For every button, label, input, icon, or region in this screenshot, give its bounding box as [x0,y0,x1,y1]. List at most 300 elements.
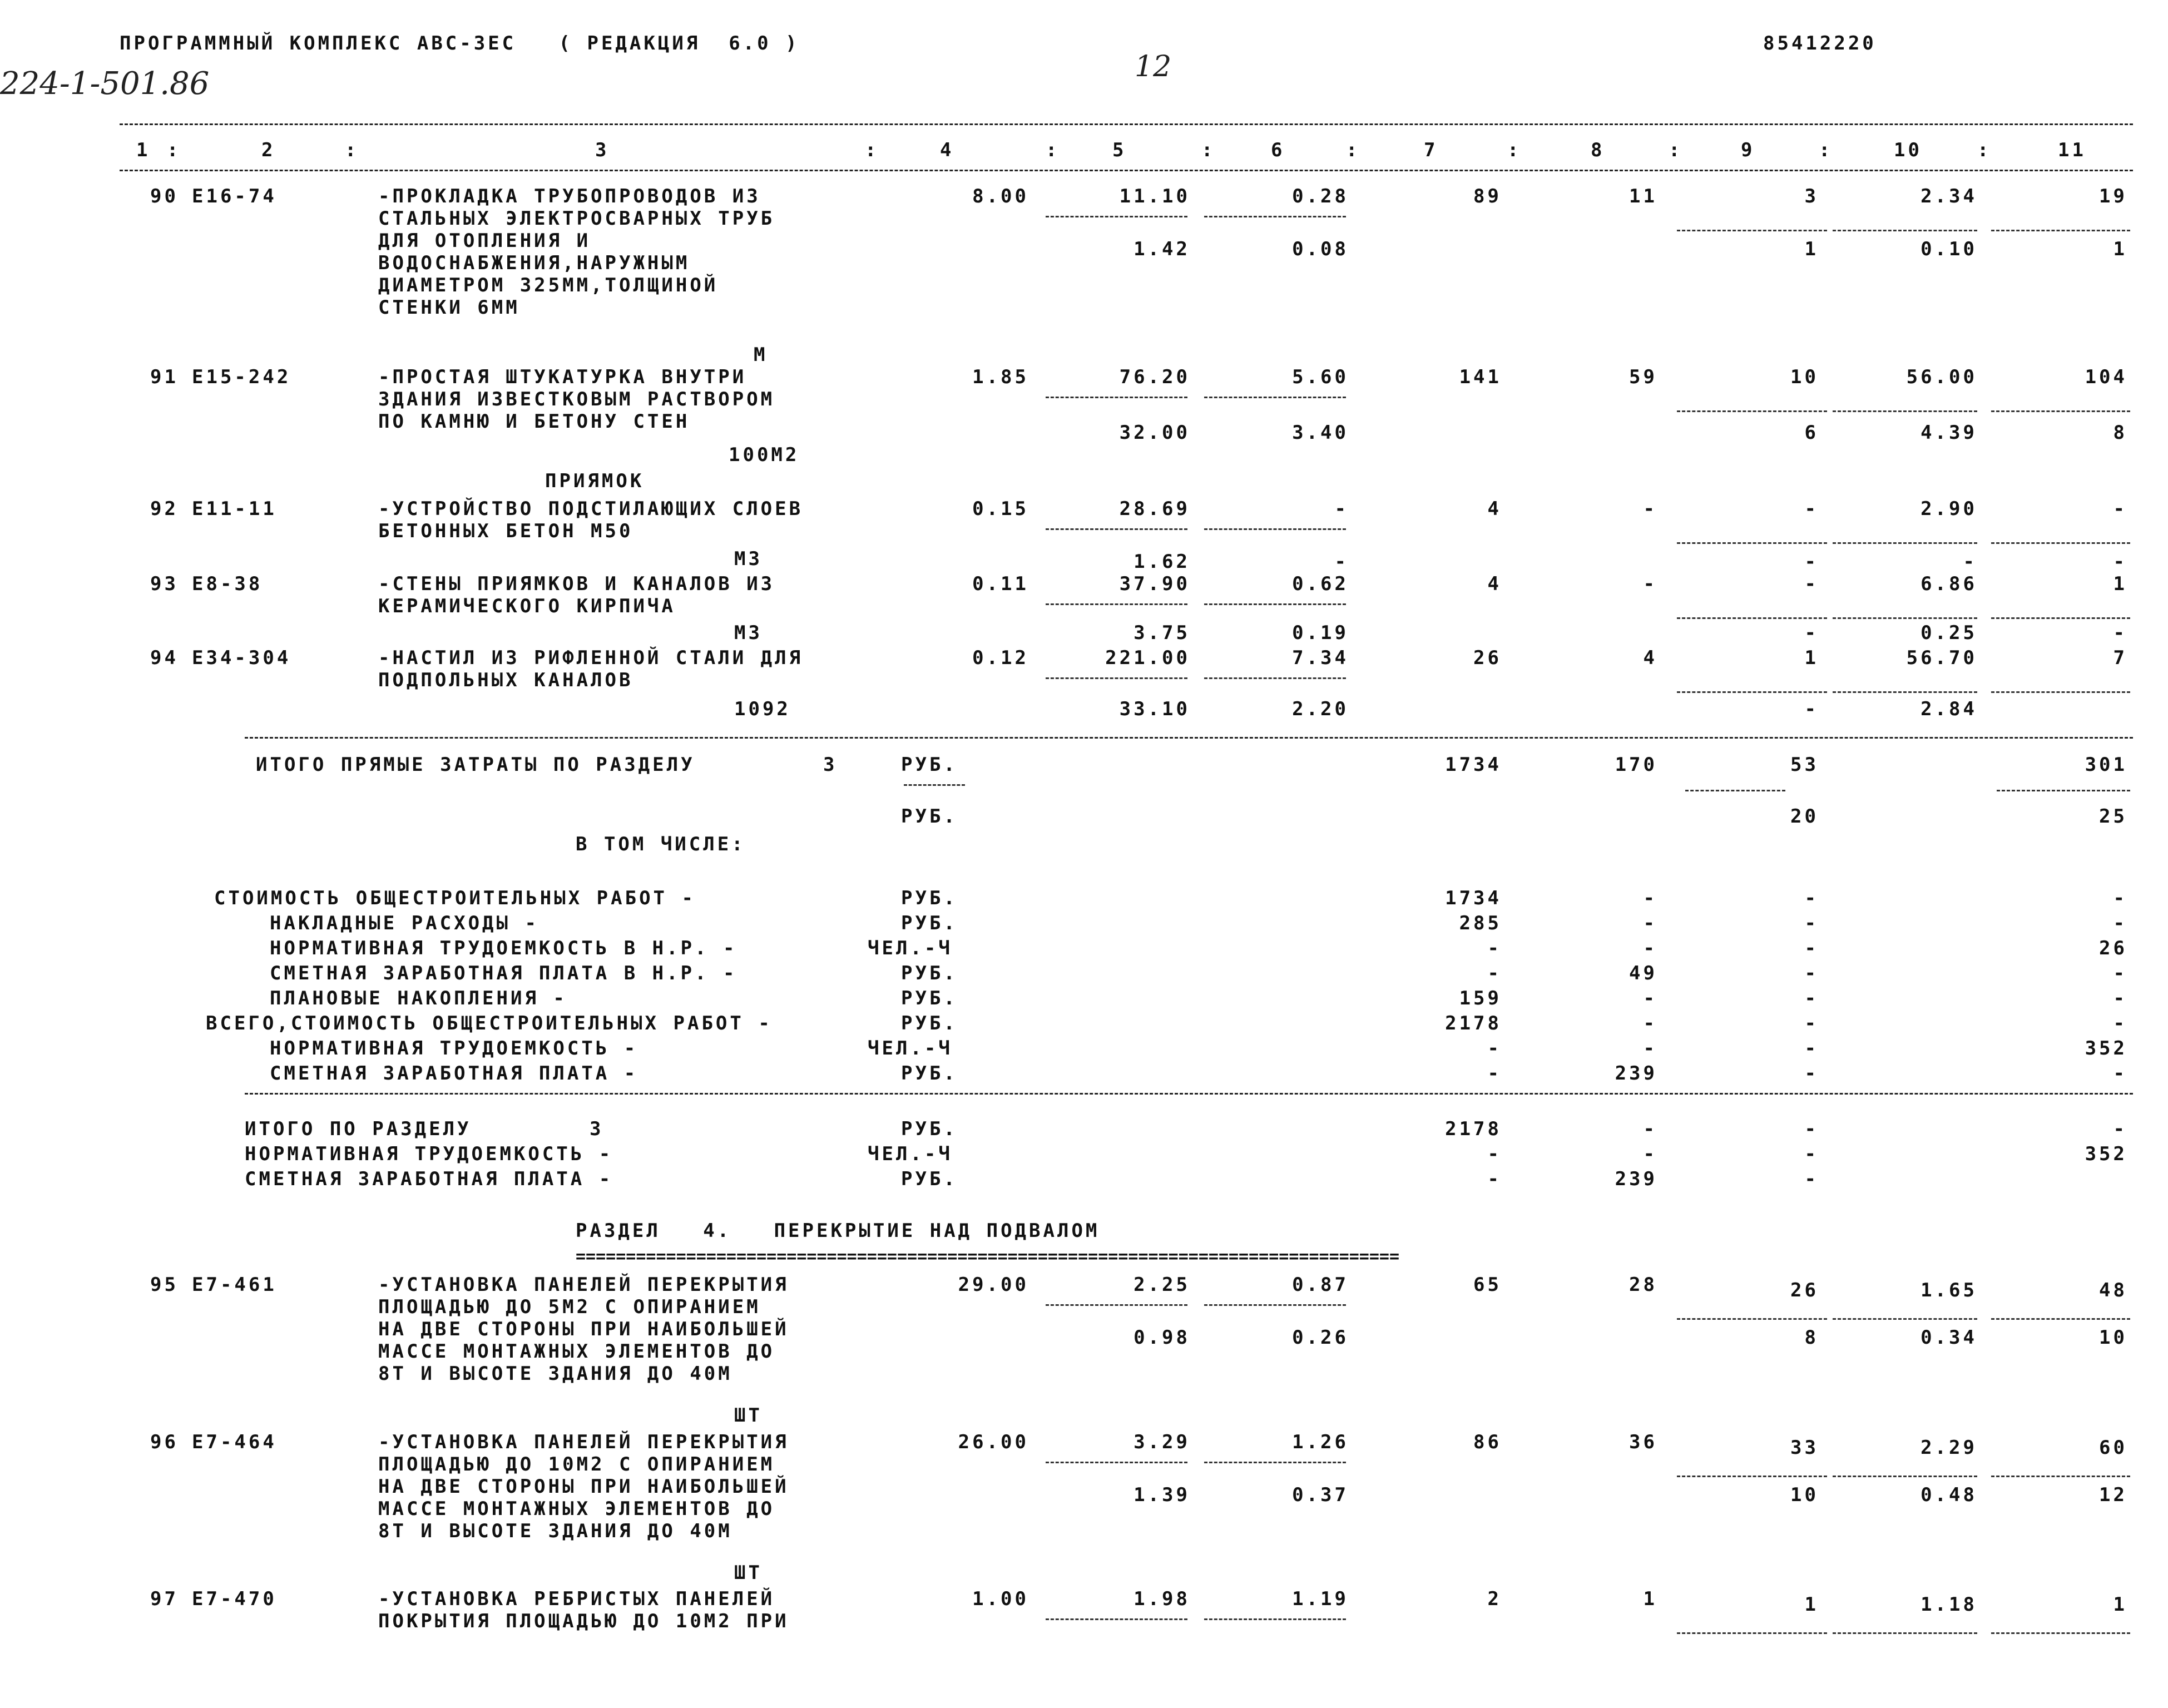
row-value-c6b: - [1334,551,1349,573]
section-total-c7: - [1487,1168,1502,1190]
section-total-label: ИТОГО ПО РАЗДЕЛУ [245,1118,472,1140]
row-description-line: СТЕНКИ 6ММ [378,296,520,319]
breakdown-c7: - [1487,937,1502,959]
row-description-line: -НАСТИЛ ИЗ РИФЛЕННОЙ СТАЛИ ДЛЯ [378,647,804,669]
row-description-line: 8Т И ВЫСОТЕ ЗДАНИЯ ДО 40М [378,1520,732,1542]
row-dash-c9 [1677,1318,1827,1320]
row-value-c6a: 1.19 [1292,1588,1349,1610]
totals-top-rule [245,737,2133,739]
section-total-c11: - [2113,1118,2127,1140]
row-number: 93 [150,573,179,595]
row-value-c7: 89 [1473,185,1502,207]
column-header-18: 10 [1894,139,1922,161]
row-value-c4: 0.12 [972,647,1029,669]
row-value-c11b: 1 [2113,238,2127,260]
direct-costs-c9: 53 [1790,754,1819,776]
row-subheading: ПРИЯМОК [545,470,645,492]
row-value-c11b: - [2113,551,2127,573]
row-description-line: СТАЛЬНЫХ ЭЛЕКТРОСВАРНЫХ ТРУБ [378,207,775,230]
row-value-c9b: - [1804,698,1819,720]
row-description-line: ПЛОЩАДЬЮ ДО 5М2 С ОПИРАНИЕМ [378,1296,761,1318]
row-value-c6b: 3.40 [1292,422,1349,444]
section4-title: РАЗДЕЛ 4. ПЕРЕКРЫТИЕ НАД ПОДВАЛОМ [576,1220,1100,1242]
column-header-8: 5 [1112,139,1127,161]
breakdown-c9: - [1804,912,1819,934]
row-description-line: ПЛОЩАДЬЮ ДО 10М2 С ОПИРАНИЕМ [378,1453,775,1476]
breakdown-c7: 2178 [1445,1012,1502,1034]
row-description-line: -УСТАНОВКА ПАНЕЛЕЙ ПЕРЕКРЫТИЯ [378,1274,789,1296]
breakdown-label: НАКЛАДНЫЕ РАСХОДЫ - [270,912,539,934]
row-dash-c11 [1991,691,2130,693]
row-value-c10a: 2.90 [1920,498,1977,520]
column-header-12: 7 [1424,139,1438,161]
breakdown-unit: РУБ. [901,1012,958,1034]
row-value-c9b: 6 [1804,422,1819,444]
breakdown-c9: - [1804,1012,1819,1034]
c11-underline [1997,790,2130,791]
breakdown-c11: 352 [2085,1037,2127,1060]
row-value-c9a: - [1804,498,1819,520]
row-value-c10a: 2.34 [1920,185,1977,207]
header-top-rule [120,123,2133,125]
row-code: Е8-38 [192,573,263,595]
column-header-15: : [1669,139,1683,161]
row-value-c11a: 60 [2099,1437,2127,1459]
row-code: Е16-74 [192,185,277,207]
column-header-17: : [1819,139,1833,161]
column-header-6: 4 [940,139,954,161]
row-number: 96 [150,1431,179,1453]
row-value-c7: 2 [1487,1588,1502,1610]
breakdown-label: ПЛАНОВЫЕ НАКОПЛЕНИЯ - [270,987,567,1009]
column-header-1: : [167,139,181,161]
row-dash-c9 [1677,230,1827,231]
row-value-c10b: 0.34 [1920,1326,1977,1349]
breakdown-c11: - [2113,987,2127,1009]
breakdown-c9: - [1804,987,1819,1009]
row-dash-c11 [1991,230,2130,231]
row-value-c4: 26.00 [958,1431,1029,1453]
row-description-line: ДЛЯ ОТОПЛЕНИЯ И [378,230,591,252]
row-value-c10a: 2.29 [1920,1437,1977,1459]
row-description-line: НА ДВЕ СТОРОНЫ ПРИ НАИБОЛЬШЕЙ [378,1476,789,1498]
direct-costs2-unit: РУБ. [901,805,958,828]
row-number: 95 [150,1274,179,1296]
section-total-unit: РУБ. [901,1168,958,1190]
row-dash-c10 [1833,1318,1977,1320]
breakdown-label: СМЕТНАЯ ЗАРАБОТНАЯ ПЛАТА - [270,1062,638,1085]
row-number: 90 [150,185,179,207]
row-dash-c11 [1991,617,2130,619]
row-value-c4: 0.11 [972,573,1029,595]
row-value-c5b: 0.98 [1134,1326,1190,1349]
row-value-c10b: 0.10 [1920,238,1977,260]
row-value-c5a: 2.25 [1134,1274,1190,1296]
breakdown-label: НОРМАТИВНАЯ ТРУДОЕМКОСТЬ - [270,1037,638,1060]
row-value-c9a: 1 [1804,647,1819,669]
row-value-c10a: 6.86 [1920,573,1977,595]
breakdown-c7: - [1487,1037,1502,1060]
row-dash-c9 [1677,691,1827,693]
row-value-c7: 65 [1473,1274,1502,1296]
breakdown-label: НОРМАТИВНАЯ ТРУДОЕМКОСТЬ В Н.Р. - [270,937,737,959]
row-value-c9b: - [1804,551,1819,573]
row-value-c6b: 0.08 [1292,238,1349,260]
column-header-16: 9 [1741,139,1755,161]
column-header-3: : [345,139,359,161]
row-number: 91 [150,366,179,388]
row-code: Е7-461 [192,1274,277,1296]
row-dash-c5 [1046,528,1187,530]
row-value-c5a: 37.90 [1119,573,1190,595]
row-value-c4: 29.00 [958,1274,1029,1296]
breakdown-c9: - [1804,937,1819,959]
row-description-line: МАССЕ МОНТАЖНЫХ ЭЛЕМЕНТОВ ДО [378,1498,775,1520]
row-dash-c10 [1833,542,1977,544]
section-total-c7: 2178 [1445,1118,1502,1140]
row-description-line: КЕРАМИЧЕСКОГО КИРПИЧА [378,595,676,617]
row-dash-c9 [1677,1476,1827,1477]
row-dash-c5 [1046,1618,1187,1620]
row-description-line: МАССЕ МОНТАЖНЫХ ЭЛЕМЕНТОВ ДО [378,1340,775,1363]
breakdown-c8: - [1643,1012,1657,1034]
breakdown-c7: 159 [1459,987,1502,1009]
row-dash-c6 [1204,528,1346,530]
row-unit: ШТ [734,1562,763,1584]
row-unit: М3 [734,622,763,644]
section-total-c8: - [1643,1143,1657,1165]
row-code: Е7-470 [192,1588,277,1610]
row-dash-c9 [1677,1632,1827,1634]
row-dash-c9 [1677,617,1827,619]
row-value-c6a: 1.26 [1292,1431,1349,1453]
row-value-c11b: 10 [2099,1326,2127,1349]
row-description-line: -УСТАНОВКА РЕБРИСТЫХ ПАНЕЛЕЙ [378,1588,775,1610]
direct-costs-label: ИТОГО ПРЯМЫЕ ЗАТРАТЫ ПО РАЗДЕЛУ [256,754,695,776]
row-dash-c10 [1833,230,1977,231]
direct-costs2-c9: 20 [1790,805,1819,828]
row-dash-c5 [1046,397,1187,398]
row-dash-c6 [1204,603,1346,605]
breakdown-c8: - [1643,987,1657,1009]
breakdown-c8: - [1643,887,1657,909]
breakdown-c8: 239 [1615,1062,1657,1085]
unit-underline [904,784,965,786]
row-value-c6a: 5.60 [1292,366,1349,388]
row-value-c11a: 48 [2099,1279,2127,1301]
breakdown-c8: - [1643,937,1657,959]
row-description-line: ПОКРЫТИЯ ПЛОЩАДЬЮ ДО 10М2 ПРИ [378,1610,789,1632]
row-value-c11a: 19 [2099,185,2127,207]
section-total-c7: - [1487,1143,1502,1165]
row-dash-c10 [1833,1476,1977,1477]
row-value-c7: 4 [1487,498,1502,520]
section-total-c9: - [1804,1168,1819,1190]
section-total-label: НОРМАТИВНАЯ ТРУДОЕМКОСТЬ - [245,1143,613,1165]
row-dash-c5 [1046,603,1187,605]
section-total-c8: - [1643,1118,1657,1140]
breakdown-label: ВСЕГО,СТОИМОСТЬ ОБЩЕСТРОИТЕЛЬНЫХ РАБОТ - [206,1012,773,1034]
row-value-c10a: 56.70 [1906,647,1977,669]
direct-costs-section: 3 [823,754,838,776]
row-unit: ШТ [734,1404,763,1427]
row-value-c5a: 221.00 [1105,647,1190,669]
row-value-c9a: 10 [1790,366,1819,388]
section-total-c11: 352 [2085,1143,2127,1165]
document-code: 85412220 [1763,32,1877,55]
section-total-rule [245,1093,2133,1095]
breakdown-c11: - [2113,887,2127,909]
row-dash-c5 [1046,1462,1187,1463]
row-description-line: -УСТАНОВКА ПАНЕЛЕЙ ПЕРЕКРЫТИЯ [378,1431,789,1453]
row-value-c6a: 0.28 [1292,185,1349,207]
row-value-c5b: 33.10 [1119,698,1190,720]
row-dash-c10 [1833,617,1977,619]
row-value-c10b: 4.39 [1920,422,1977,444]
row-value-c6a: - [1334,498,1349,520]
column-header-20: 11 [2058,139,2086,161]
row-value-c10b: 2.84 [1920,698,1977,720]
row-dash-c9 [1677,542,1827,544]
row-value-c8: 4 [1643,647,1657,669]
row-value-c10b: 0.25 [1920,622,1977,644]
row-value-c11b: 12 [2099,1484,2127,1506]
row-value-c9a: 3 [1804,185,1819,207]
row-value-c9a: 33 [1790,1437,1819,1459]
section-total-label: СМЕТНАЯ ЗАРАБОТНАЯ ПЛАТА - [245,1168,613,1190]
direct-costs-c8: 170 [1615,754,1657,776]
handwritten-page-number: 12 [1135,50,1172,83]
section-total-unit: ЧЕЛ.-Ч [868,1143,953,1165]
direct-costs-c7: 1734 [1445,754,1502,776]
breakdown-c11: 26 [2099,937,2127,959]
breakdown-unit: РУБ. [901,962,958,984]
row-dash-c6 [1204,1462,1346,1463]
row-dash-c11 [1991,410,2130,412]
row-value-c11a: 1 [2113,573,2127,595]
row-description-line: ПО КАМНЮ И БЕТОНУ СТЕН [378,410,690,433]
row-dash-c10 [1833,691,1977,693]
column-header-4: 3 [595,139,610,161]
section-total-c9: - [1804,1143,1819,1165]
row-description-line: ВОДОСНАБЖЕНИЯ,НАРУЖНЫМ [378,252,690,274]
direct-costs-c11: 301 [2085,754,2127,776]
breakdown-c9: - [1804,962,1819,984]
row-dash-c10 [1833,1632,1977,1634]
row-value-c9b: - [1804,622,1819,644]
row-value-c8: 28 [1629,1274,1657,1296]
row-dash-c11 [1991,542,2130,544]
section-total-unit: РУБ. [901,1118,958,1140]
breakdown-unit: РУБ. [901,912,958,934]
breakdown-label: СТОИМОСТЬ ОБЩЕСТРОИТЕЛЬНЫХ РАБОТ - [214,887,696,909]
row-value-c6a: 0.62 [1292,573,1349,595]
row-value-c11a: - [2113,498,2127,520]
row-value-c6a: 0.87 [1292,1274,1349,1296]
row-value-c10b: - [1963,551,1977,573]
column-header-11: : [1346,139,1360,161]
row-dash-c11 [1991,1632,2130,1634]
row-value-c4: 1.00 [972,1588,1029,1610]
including-label: В ТОМ ЧИСЛЕ: [576,833,746,855]
row-value-c4: 1.85 [972,366,1029,388]
column-header-5: : [865,139,879,161]
breakdown-unit: РУБ. [901,987,958,1009]
row-dash-c5 [1046,677,1187,679]
row-dash-c5 [1046,1304,1187,1306]
row-value-c5a: 11.10 [1119,185,1190,207]
column-header-10: 6 [1271,139,1285,161]
row-value-c4: 0.15 [972,498,1029,520]
row-description-line: -УСТРОЙСТВО ПОДСТИЛАЮЩИХ СЛОЕВ [378,498,804,520]
section-total-c8: 239 [1615,1168,1657,1190]
row-unit: М3 [734,548,763,570]
breakdown-c11: - [2113,1062,2127,1085]
breakdown-c7: - [1487,1062,1502,1085]
program-title: ПРОГРАММНЫЙ КОМПЛЕКС АВС-3ЕС ( РЕДАКЦИЯ 6.0 ) [120,32,800,55]
row-value-c9b: 10 [1790,1484,1819,1506]
breakdown-c9: - [1804,887,1819,909]
row-value-c11b: 8 [2113,422,2127,444]
row-value-c8: - [1643,573,1657,595]
row-dash-c6 [1204,1304,1346,1306]
row-value-c6b: 2.20 [1292,698,1349,720]
row-value-c9b: 8 [1804,1326,1819,1349]
column-header-14: 8 [1591,139,1605,161]
row-unit: 100М2 [729,444,800,466]
column-header-2: 2 [261,139,276,161]
row-code: Е7-464 [192,1431,277,1453]
row-dash-c6 [1204,216,1346,217]
row-dash-c11 [1991,1476,2130,1477]
row-description-line: -ПРОКЛАДКА ТРУБОПРОВОДОВ ИЗ [378,185,761,207]
row-value-c10b: 0.48 [1920,1484,1977,1506]
row-value-c11a: 1 [2113,1593,2127,1616]
breakdown-c8: - [1643,1037,1657,1060]
row-value-c7: 4 [1487,573,1502,595]
breakdown-c7: 1734 [1445,887,1502,909]
breakdown-c8: - [1643,912,1657,934]
row-description-line: -СТЕНЫ ПРИЯМКОВ И КАНАЛОВ ИЗ [378,573,775,595]
row-value-c9a: 1 [1804,1593,1819,1616]
breakdown-c11: - [2113,962,2127,984]
row-dash-c9 [1677,410,1827,412]
row-value-c8: 11 [1629,185,1657,207]
row-description-line: ДИАМЕТРОМ 325ММ,ТОЛЩИНОЙ [378,274,719,296]
row-value-c5b: 1.42 [1134,238,1190,260]
row-value-c10a: 56.00 [1906,366,1977,388]
breakdown-c11: - [2113,1012,2127,1034]
row-value-c7: 26 [1473,647,1502,669]
row-value-c7: 86 [1473,1431,1502,1453]
header-bottom-rule [120,170,2133,171]
row-value-c9a: 26 [1790,1279,1819,1301]
row-value-c9a: - [1804,573,1819,595]
row-description-line: БЕТОННЫХ БЕТОН М50 [378,520,633,542]
row-value-c11b: - [2113,622,2127,644]
breakdown-c7: 285 [1459,912,1502,934]
direct-costs-unit: РУБ. [901,754,958,776]
row-value-c9b: 1 [1804,238,1819,260]
breakdown-unit: РУБ. [901,1062,958,1085]
breakdown-c11: - [2113,912,2127,934]
section-total-number: 3 [590,1118,604,1140]
row-value-c7: 141 [1459,366,1502,388]
row-number: 92 [150,498,179,520]
row-value-c5a: 28.69 [1119,498,1190,520]
row-number: 94 [150,647,179,669]
column-header-7: : [1046,139,1060,161]
row-value-c5b: 1.62 [1134,551,1190,573]
row-description-line: 8Т И ВЫСОТЕ ЗДАНИЯ ДО 40М [378,1363,732,1385]
row-value-c11a: 104 [2085,366,2127,388]
row-dash-c6 [1204,397,1346,398]
row-value-c8: - [1643,498,1657,520]
row-value-c11a: 7 [2113,647,2127,669]
row-dash-c10 [1833,410,1977,412]
row-dash-c11 [1991,1318,2130,1320]
row-description-line: ПОДПОЛЬНЫХ КАНАЛОВ [378,669,633,691]
column-header-13: : [1507,139,1522,161]
row-dash-c5 [1046,216,1187,217]
row-value-c5b: 3.75 [1134,622,1190,644]
row-dash-c6 [1204,1618,1346,1620]
breakdown-c9: - [1804,1037,1819,1060]
row-code: Е11-11 [192,498,277,520]
breakdown-unit: ЧЕЛ.-Ч [868,937,953,959]
breakdown-c9: - [1804,1062,1819,1085]
row-description-line: -ПРОСТАЯ ШТУКАТУРКА ВНУТРИ [378,366,747,388]
breakdown-unit: ЧЕЛ.-Ч [868,1037,953,1060]
row-code: Е34-304 [192,647,291,669]
row-number: 97 [150,1588,179,1610]
handwritten-doc-ref: 224-1-501.86 [0,66,210,102]
row-dash-c6 [1204,677,1346,679]
section4-underline: ================================================================================== [576,1247,1400,1266]
row-value-c6b: 0.26 [1292,1326,1349,1349]
column-header-0: 1 [136,139,151,161]
row-value-c8: 1 [1643,1588,1657,1610]
row-value-c6b: 0.19 [1292,622,1349,644]
breakdown-unit: РУБ. [901,887,958,909]
row-unit: 1092 [734,698,791,720]
row-value-c5b: 1.39 [1134,1484,1190,1506]
row-value-c10a: 1.18 [1920,1593,1977,1616]
row-value-c6a: 7.34 [1292,647,1349,669]
row-description-line: ЗДАНИЯ ИЗВЕСТКОВЫМ РАСТВОРОМ [378,388,775,410]
column-header-9: : [1201,139,1216,161]
row-value-c8: 59 [1629,366,1657,388]
row-value-c6b: 0.37 [1292,1484,1349,1506]
row-description-line: НА ДВЕ СТОРОНЫ ПРИ НАИБОЛЬШЕЙ [378,1318,789,1340]
row-value-c8: 36 [1629,1431,1657,1453]
section-total-c9: - [1804,1118,1819,1140]
row-value-c5a: 1.98 [1134,1588,1190,1610]
row-value-c5a: 3.29 [1134,1431,1190,1453]
direct-costs2-c11: 25 [2099,805,2127,828]
row-value-c5b: 32.00 [1119,422,1190,444]
row-code: Е15-242 [192,366,291,388]
row-unit: М [754,344,768,366]
breakdown-c7: - [1487,962,1502,984]
breakdown-label: СМЕТНАЯ ЗАРАБОТНАЯ ПЛАТА В Н.Р. - [270,962,737,984]
row-value-c10a: 1.65 [1920,1279,1977,1301]
column-header-19: : [1977,139,1992,161]
breakdown-c8: 49 [1629,962,1657,984]
row-value-c4: 8.00 [972,185,1029,207]
row-value-c5a: 76.20 [1119,366,1190,388]
c9-underline [1685,790,1785,791]
